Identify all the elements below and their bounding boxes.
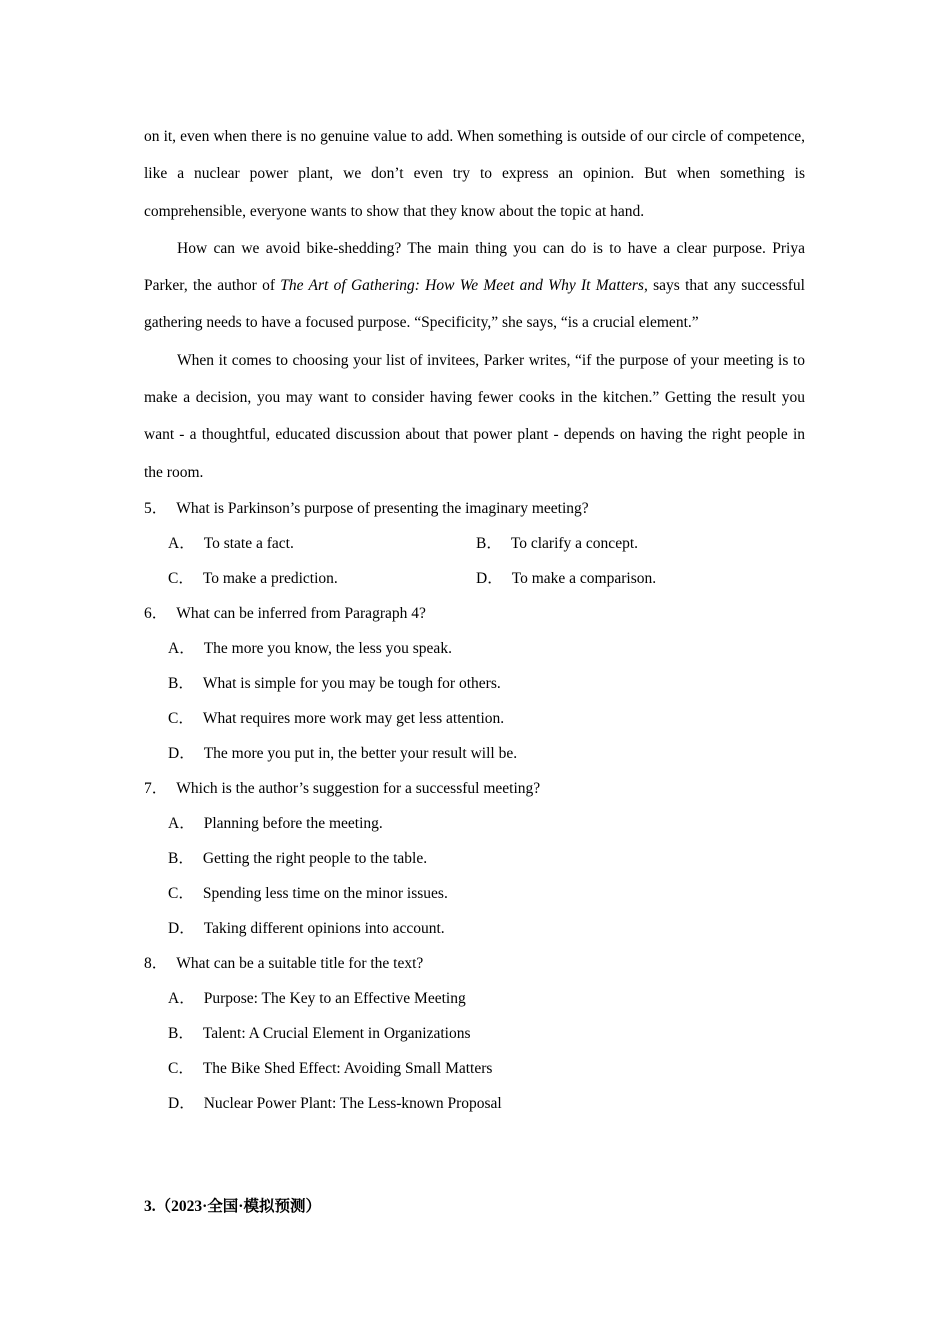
paragraph-2-text-start: How can we avoid bike-shedding? The main thing you can do is to have a clear purpose. Priya Parker, the author of (144, 239, 805, 295)
option-c[interactable] (144, 701, 805, 736)
question-number: 5． (144, 499, 168, 517)
option-letter: C． (168, 709, 194, 727)
option-text: To clarify a concept. (510, 534, 638, 552)
option-a[interactable] (144, 806, 805, 841)
option-text: Taking different opinions into account. (203, 919, 445, 937)
question-6-stem (144, 596, 805, 631)
option-letter: D． (476, 569, 503, 587)
question-text: What is Parkinson’s purpose of presenting the imaginary meeting? (176, 499, 589, 517)
document-page (144, 118, 805, 1121)
option-text: Nuclear Power Plant: The Less-known Proposal (203, 1094, 502, 1112)
option-letter: B． (168, 1024, 194, 1042)
option-letter: C． (168, 884, 194, 902)
option-letter: A． (168, 814, 195, 832)
option-letter: B． (476, 534, 502, 552)
option-c[interactable] (168, 561, 476, 596)
option-text: Talent: A Crucial Element in Organizations (202, 1024, 471, 1042)
book-title: The Art of Gathering: How We Meet and Why It Matters (280, 277, 644, 295)
question-number: 8． (144, 954, 168, 972)
question-list (144, 491, 805, 1121)
option-a[interactable] (144, 631, 805, 666)
passage-paragraph-3: When it comes to choosing your list of invitees, Parker writes, “if the purpose of your meeting is to make a decision, you may want to consider having fewer cooks in the kitchen.” Getting the result you want - a thoughtful, educated discussion about that power plant - depends on having the right people in the room. (144, 351, 805, 481)
question-text: What can be a suitable title for the text? (176, 954, 424, 972)
option-b[interactable] (144, 841, 805, 876)
option-a[interactable] (168, 526, 476, 561)
question-7-stem (144, 771, 805, 806)
option-c[interactable] (144, 1051, 805, 1086)
option-letter: B． (168, 849, 194, 867)
option-a[interactable] (144, 981, 805, 1016)
option-text: To make a comparison. (511, 569, 657, 587)
option-text: What requires more work may get less attention. (202, 709, 505, 727)
question-text: Which is the author’s suggestion for a successful meeting? (176, 779, 541, 797)
option-text: To make a prediction. (202, 569, 338, 587)
option-text: The Bike Shed Effect: Avoiding Small Matters (202, 1059, 493, 1077)
question-number: 7． (144, 779, 168, 797)
option-d[interactable] (144, 1086, 805, 1121)
option-letter: A． (168, 989, 195, 1007)
option-d[interactable] (144, 911, 805, 946)
question-5-options-row-1 (144, 526, 805, 561)
option-c[interactable] (144, 876, 805, 911)
option-text: The more you put in, the better your result will be. (203, 744, 518, 762)
option-d[interactable] (476, 561, 784, 596)
question-5-options-row-2 (144, 561, 805, 596)
option-letter: C． (168, 1059, 194, 1077)
option-letter: D． (168, 1094, 195, 1112)
option-letter: D． (168, 919, 195, 937)
option-text: What is simple for you may be tough for others. (202, 674, 501, 692)
option-text: Getting the right people to the table. (202, 849, 428, 867)
question-8-stem (144, 946, 805, 981)
option-d[interactable] (144, 736, 805, 771)
option-text: The more you know, the less you speak. (203, 639, 452, 657)
option-b[interactable] (476, 526, 784, 561)
option-letter: C． (168, 569, 194, 587)
option-text: Spending less time on the minor issues. (202, 884, 448, 902)
option-letter: A． (168, 639, 195, 657)
question-text: What can be inferred from Paragraph 4? (176, 604, 426, 622)
passage-paragraph-2 (144, 230, 805, 342)
option-letter: B． (168, 674, 194, 692)
question-number: 6． (144, 604, 168, 622)
option-text: Planning before the meeting. (203, 814, 383, 832)
question-5-stem (144, 491, 805, 526)
option-b[interactable] (144, 1016, 805, 1051)
option-text: Purpose: The Key to an Effective Meeting (203, 989, 466, 1007)
option-letter: D． (168, 744, 195, 762)
next-section-heading: 3.（2023·全国·模拟预测） (144, 1198, 321, 1215)
option-b[interactable] (144, 666, 805, 701)
paragraph-2-text-end: , says that any successful gathering needs to have a focused purpose. “Specificity,” she says, “is a crucial element.” (144, 277, 805, 332)
option-text: To state a fact. (203, 534, 294, 552)
option-letter: A． (168, 534, 195, 552)
passage-paragraph-1: on it, even when there is no genuine value to add. When something is outside of our circle of competence, like a nuclear power plant, we don’t even try to express an opinion. But when something is comprehensible, everyone wants to show that they know about the topic at hand. (144, 128, 805, 220)
